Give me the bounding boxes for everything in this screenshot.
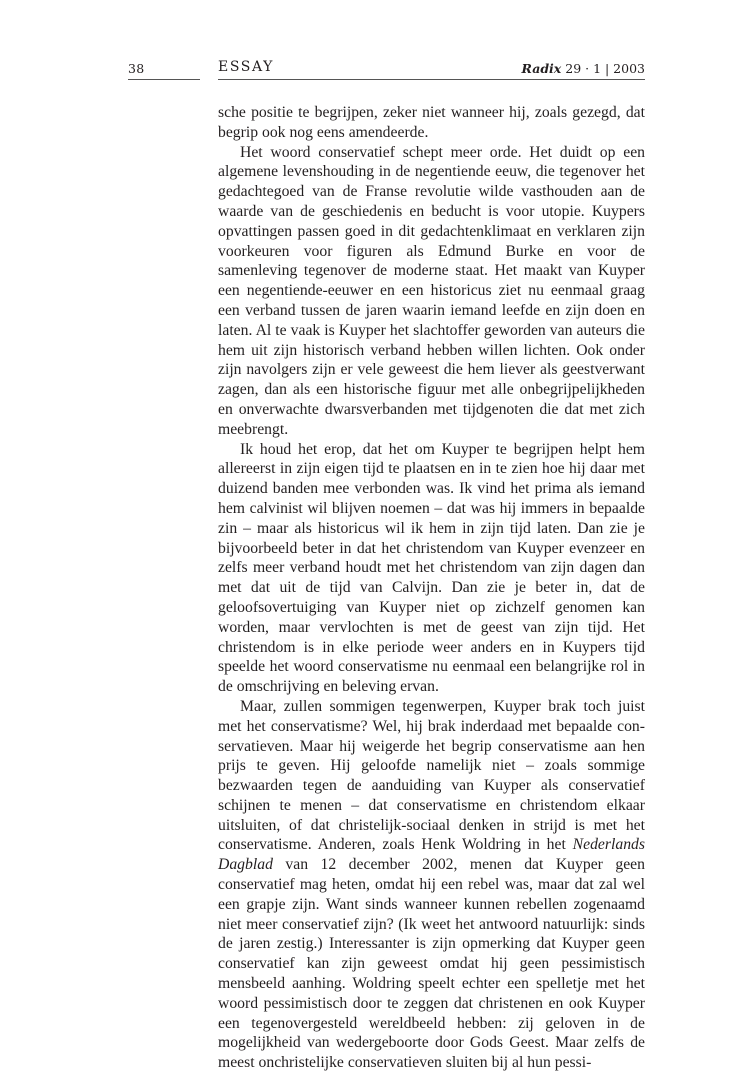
paragraph-2: Het woord conservatief schept meer orde. Het duidt op een algemene levenshouding in de negentiende eeuw, die tegenover het gedachtegoed van de Franse revolutie wilde vasthouden aan de waarde van de geschiedenis en beducht is voor utopie. Kuypers opvattingen passen goed in dit gedachtenklimaat en verklaren zijn voorkeuren voor figuren als Edmund Burke en voor de samenleving tegenover de moderne staat. Het maakt van Kuyper een negentiende-eeuwer en een historicus ziet nu eenmaal graag een verband tussen de jaren waarin iemand leefde en zijn doen en laten. Al te vaak is Kuyper het slachtoffer geworden van auteurs die hem uit zijn historisch verband hebben willen lichten. Ook onder zijn navolgers zijn er vele geweest die hem liever als geestverwant zagen, dan als een historische figuur met alle onbegrijpelijkheden en onverwachte dwarsverbanden met tijdgenoten die dat met zich meebrengt. [218, 143, 645, 438]
newspaper-title: Nederlands Dagblad [218, 836, 645, 874]
paragraph-3: Ik houd het erop, dat het om Kuyper te begrijpen helpt hem allereerst in zijn eigen tijd te plaatsen en in te zien hoe hij daar met duizend banden mee verbonden was. Ik vind het prima als iemand hem calvinist wil blijven noemen – dat was hij immers in bepaalde zin – maar als historicus wil ik hem in zijn tijd laten. Dan zie je bijvoorbeeld beter in dat het christendom van Kuyper evenzeer en zelfs meer verband houdt met het christendom van zijn dagen dan met dat uit de tijd van Calvijn. Dan zie je beter in, dat de geloofsovertuiging van Kuyper niet op zichzelf genomen kan worden, maar vervlochten is met de geest van zijn tijd. Het christendom is in elke periode weer anders en in Kuypers tijd speelde het woord conservatisme nu eenmaal een belangrijke rol in de omschrijving en beleving ervan. [218, 440, 645, 696]
section-label: ESSAY [218, 59, 274, 75]
paragraph-1: sche positie te begrijpen, zeker niet wanneer hij, zoals gezegd, dat begrip ook nog eens amendeerde. [218, 104, 645, 141]
issue-info: 29 · 1 | 2003 [565, 61, 645, 76]
running-head [522, 61, 645, 76]
journal-title: Radix [521, 61, 562, 76]
paragraph-4 [218, 697, 645, 1073]
header-rule-left [128, 79, 200, 80]
article-body [218, 103, 645, 1073]
paragraph-4-text-a: Maar, zullen sommigen tegenwerpen, Kuyper brak toch juist met het conservatisme? Wel, hij brak inderdaad met bepaalde conservatieven. Maar hij weigerde het begrip conservatisme aan hen prijs te geven. Hij geloofde namelijk niet – zoals sommige bezwaarden tegen de aanduiding van Kuyper als conservatief schijnen te menen – dat conservatisme en christendom elkaar uitsluiten, of dat christelijk-sociaal denken in strijd is met het conservatisme. Anderen, zoals Henk Woldring in het [218, 697, 645, 854]
header-rule-right [218, 79, 645, 80]
page-number: 38 [128, 61, 145, 76]
paragraph-4-text-b: van 12 december 2002, menen dat Kuyper geen conservatief mag heten, omdat hij een rebel was, maar dat zal wel een grapje zijn. Want sinds wanneer kunnen rebellen zogenaamd niet meer conservatief zijn? (Ik weet het antwoord natuurlijk: sinds de jaren zestig.) Interessanter is zijn opmerking dat Kuyper geen conservatief kan zijn geweest omdat hij geen pessimistisch mensbeeld aanhing. Woldring speelt echter een spelletje met het woord pessimistisch door te zeggen dat christenen en ook Kuyper een tegenovergesteld wereldbeeld hebben: zij geloven in de mogelijkheid van wedergeboorte door Gods Geest. Maar zelfs de meest onchristelijke conservatieven sluiten bij al hun pessi- [218, 856, 645, 1072]
